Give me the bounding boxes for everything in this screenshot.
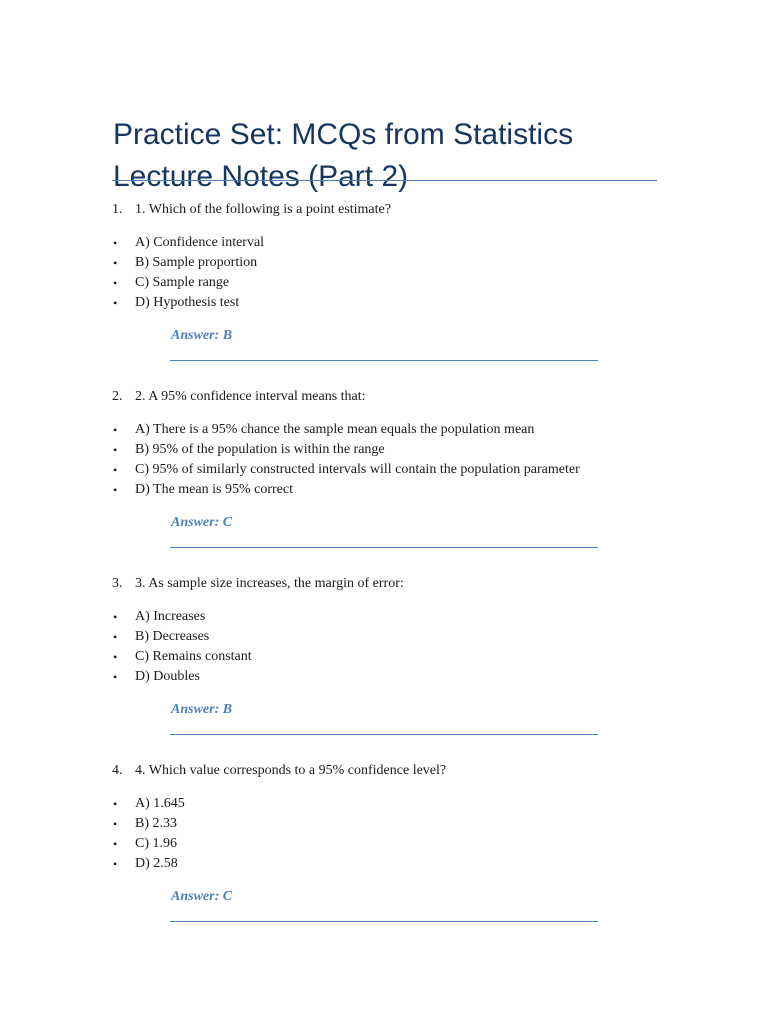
option-text: B) 2.33 <box>135 816 177 831</box>
bullet-icon: • <box>113 276 118 290</box>
option-text: C) 95% of similarly constructed intervals will contain the population parameter <box>135 462 580 477</box>
bullet-icon: • <box>113 670 118 684</box>
bullet-icon: • <box>113 630 118 644</box>
question-number: 2. <box>112 389 123 404</box>
option-text: B) Decreases <box>135 629 210 644</box>
option-text: C) Sample range <box>135 275 230 290</box>
option-text: A) 1.645 <box>135 796 185 811</box>
option-text: B) Sample proportion <box>135 255 258 270</box>
option-text: C) 1.96 <box>135 836 177 851</box>
answer-label: Answer: C <box>171 515 233 530</box>
option-text: D) 2.58 <box>135 856 178 871</box>
option-text: D) Doubles <box>135 669 200 684</box>
question-number: 1. <box>112 202 123 217</box>
bullet-icon: • <box>113 837 118 851</box>
question-text: 3. As sample size increases, the margin of error: <box>135 576 404 591</box>
bullet-icon: • <box>113 817 118 831</box>
bullet-icon: • <box>113 650 118 664</box>
bullet-icon: • <box>113 256 118 270</box>
question-line <box>112 574 712 594</box>
title-divider <box>112 180 657 181</box>
answer-label: Answer: C <box>171 889 233 904</box>
bullet-icon: • <box>113 857 118 871</box>
question-number: 3. <box>112 576 123 591</box>
question-line <box>112 387 712 407</box>
question-number: 4. <box>112 763 123 778</box>
question-2 <box>112 387 712 530</box>
answer-label: Answer: B <box>171 702 233 717</box>
question-4 <box>112 761 712 904</box>
bullet-icon: • <box>113 797 118 811</box>
question-line <box>112 200 712 220</box>
option-text: D) The mean is 95% correct <box>135 482 293 497</box>
page-title: Practice Set: MCQs from Statistics Lecture Notes (Part 2) <box>113 118 574 194</box>
question-text: 4. Which value corresponds to a 95% confidence level? <box>135 763 447 778</box>
bullet-icon: • <box>113 463 118 477</box>
answer-divider <box>170 921 598 922</box>
option-text: A) Increases <box>135 609 206 624</box>
answer-divider <box>170 734 598 735</box>
answer-divider <box>170 360 598 361</box>
question-text: 1. Which of the following is a point estimate? <box>135 202 391 217</box>
bullet-icon: • <box>113 443 118 457</box>
bullet-icon: • <box>113 610 118 624</box>
bullet-icon: • <box>113 236 118 250</box>
answer-divider <box>170 547 598 548</box>
bullet-icon: • <box>113 423 118 437</box>
option-text: A) There is a 95% chance the sample mean equals the population mean <box>135 422 535 437</box>
option-text: B) 95% of the population is within the range <box>135 442 385 457</box>
option-text: D) Hypothesis test <box>135 295 240 310</box>
answer-label: Answer: B <box>171 328 233 343</box>
question-line <box>112 761 712 781</box>
question-3 <box>112 574 712 717</box>
bullet-icon: • <box>113 296 118 310</box>
question-text: 2. A 95% confidence interval means that: <box>135 389 366 404</box>
bullet-icon: • <box>113 483 118 497</box>
option-text: C) Remains constant <box>135 649 252 664</box>
option-text: A) Confidence interval <box>135 235 265 250</box>
question-1 <box>112 200 712 343</box>
